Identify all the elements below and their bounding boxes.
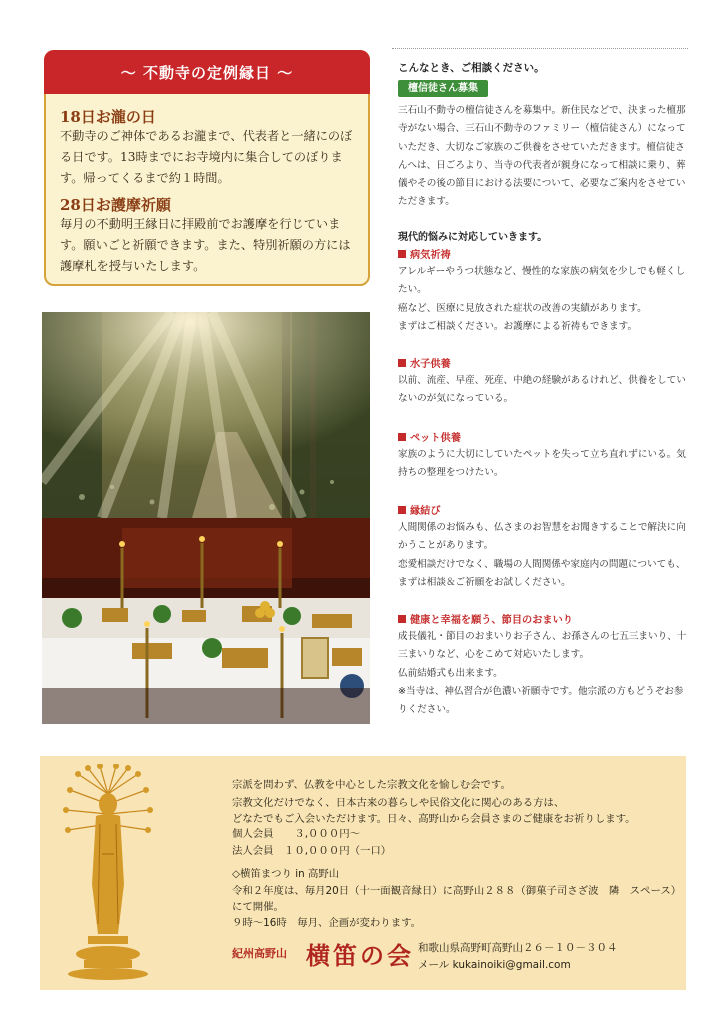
events-box <box>44 50 370 286</box>
bullet-square-icon <box>398 359 406 367</box>
assoc-address: 和歌山県高野町高野山２６－１０－３０４ <box>418 942 618 954</box>
bullet-square-icon <box>398 250 406 258</box>
category-title-pet: ペット供養 <box>398 429 461 444</box>
assoc-logo: 横笛の会 <box>306 941 414 970</box>
category-text-illness: アレルギーやうつ状態など、慢性的な家族の病気を少しでも軽くしたい。 癌など、医療に見放された症状の改善の実績があります。 まずはご相談ください。お護摩による祈祷もできます。 <box>398 266 686 332</box>
kannon-statue-illustration <box>58 764 158 982</box>
bullet-square-icon <box>398 506 406 514</box>
forest-path-photo <box>42 312 370 518</box>
concerns-heading: 現代的悩みに対応していきます。 <box>398 232 548 243</box>
category-text-milestone: 成長儀礼・節目のおまいりお子さん、お孫さんの七五三まいり、十三まいりなど、心をこめて対応いたします。 仏前結婚式も出来ます。 ※当寺は、神仏習合が色濃い祈願寺です。他宗派の方もどうぞお参りください。 <box>398 631 687 716</box>
assoc-event-line-2: にて開催。 <box>232 901 284 913</box>
assoc-line-2: 宗教文化だけでなく、日本古来の暮らしや民俗文化に関心のある方は、 <box>232 797 565 809</box>
event-text-falls: 不動寺のご神体であるお瀧まで、代表者と一緒にのぼる日です。13時までにお寺境内に集合してのぼります。帰ってくるまで約１時間。 <box>60 129 353 185</box>
recruit-badge: 檀信徒さん募集 <box>398 80 488 97</box>
category-title-milestone: 健康と幸福を願う、節目のおまいり <box>398 611 573 626</box>
category-title-enmusubi: 縁結び <box>398 502 441 517</box>
event-text-goma: 毎月の不動明王縁日に拝殿前でお護摩を行じています。願いごと祈願できます。また、特別祈願の方には護摩札を授与いたします。 <box>60 217 351 273</box>
altar-photo <box>42 518 370 724</box>
category-text-mizuko: 以前、流産、早産、死産、中絶の経験があるけれど、供養をしていないのが気になっている。 <box>398 375 686 405</box>
category-title-illness: 病気祈祷 <box>398 246 451 261</box>
event-title-goma: 28日お護摩祈願 <box>60 196 171 214</box>
assoc-event-line-3: ９時～16時 毎月、企画が変わります。 <box>232 917 422 929</box>
divider-rule <box>392 48 688 49</box>
assoc-fee-individual: 個人会員 ３,０００円～ <box>232 828 360 840</box>
category-text-enmusubi: 人間関係のお悩みも、仏さまのお智慧をお聞きすることで解決に向かうことがあります。 恋愛相談だけでなく、職場の人間関係や家庭内の問題についても、まずは相談＆ご祈願をお試しください。 <box>398 522 686 588</box>
event-title-falls: 18日お瀧の日 <box>60 108 156 126</box>
assoc-line-3: どなたでもご入会いただけます。日々、高野山から会員さまのご健康をお祈りします。 <box>232 813 636 825</box>
assoc-email[interactable]: メール kukainoiki@gmail.com <box>418 959 571 971</box>
assoc-logo-subtitle: 紀州高野山 <box>232 947 287 960</box>
assoc-event-line-1: 令和２年度は、毎月20日（十一面観音縁日）に高野山２８８（御菓子司さざ波 隣 スペース） <box>232 885 682 897</box>
bullet-square-icon <box>398 615 406 623</box>
assoc-event-title: ◇横笛まつり in 高野山 <box>232 868 340 880</box>
recruit-text: 三石山不動寺の檀信徒さんを募集中。新住民などで、決まった檀那寺がない場合、三石山不動寺のファミリー（檀信徒さん）になっていただき、大切なご家族のご供養をさせていただきます。檀信徒さんへは、日ごろより、当寺の代表者が親身になって相談に乗り、葬儀やその後の節目における法要について、必要なご案内をさせていただきます。 <box>398 105 686 208</box>
category-title-mizuko: 水子供養 <box>398 355 451 370</box>
consult-heading: こんなとき、ご相談ください。 <box>398 62 545 74</box>
bullet-square-icon <box>398 433 406 441</box>
assoc-fee-corporate: 法人会員 １０,０００円（一口） <box>232 845 392 857</box>
assoc-line-1: 宗派を問わず、仏教を中心とした宗教文化を愉しむ会です。 <box>232 779 511 791</box>
events-header: ～ 不動寺の定例縁日 ～ <box>44 50 370 94</box>
category-text-pet: 家族のように大切にしていたペットを失って立ち直れずにいる。気持ちの整理をつけたい。 <box>398 449 686 479</box>
